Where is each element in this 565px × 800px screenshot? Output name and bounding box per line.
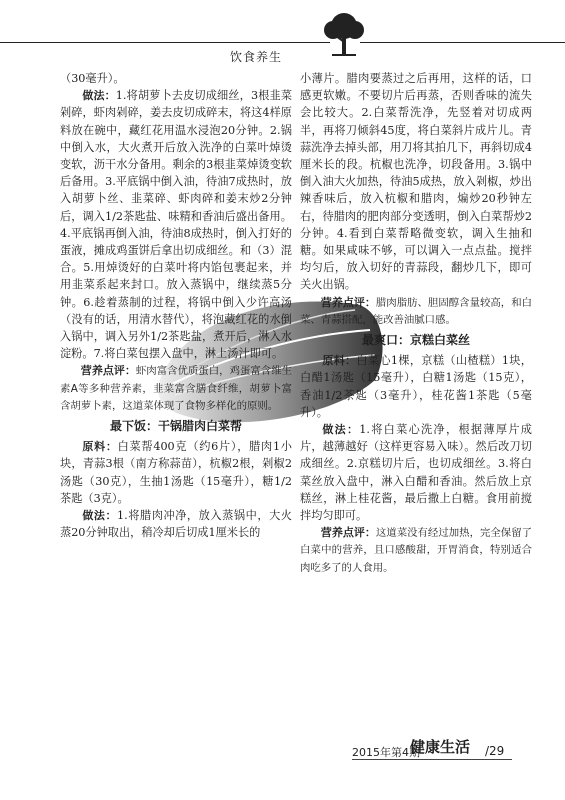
footer-rule xyxy=(352,759,512,760)
header-rule-right xyxy=(360,42,565,43)
method-paragraph: 做法：1.将腊肉冲净，放入蒸锅中，大火蒸20分钟取出，稍冷却后切成1厘米长的 xyxy=(60,509,292,540)
method-paragraph: 做法：1.将胡萝卜去皮切成细丝，3根韭菜剁碎，虾肉剁碎，姜去皮切成碎末，将这4样原料放在碗中，藏红花用温水浸泡20分钟。2.锅中倒入水，大火煮开后放入洗净的白菜叶焯烫变软，沥干水分备用。剩余的3根韭菜焯烫变软后备用。3.平底锅中倒入油，待油7成热时，放入胡萝卜丝、韭菜碎、虾肉碎和姜末炒2分钟后，调入1/2茶匙盐、味精和香油后盛出备用。4.平底锅再倒入油，待油8成热时，倒入打好的蛋液，摊成鸡蛋饼后拿出切成细丝。和（3）混合。5.用焯烫好的白菜叶将内馅包裹起来，并用韭菜系起来封口。放入蒸锅中，继续蒸5分钟。6.趁着蒸制的过程，将锅中倒入少许高汤（没有的话，用清水替代），将泡藏红花的水倒入锅中，调入另外1/2茶匙盐，煮开后，淋入水淀粉。7.将白菜包摆入盘中，淋上汤汁即可。 xyxy=(60,89,293,361)
issue-label: 2015年第4期 xyxy=(352,746,420,759)
header-rule xyxy=(0,42,330,43)
nutrition-note: 营养点评：腊肉脂肪、胆固醇含量较高，和白菜、青蒜搭配，能改善油腻口感。 xyxy=(300,295,533,326)
left-column xyxy=(60,70,292,541)
right-column xyxy=(300,70,532,577)
method-paragraph: 做法：1.将白菜心洗净，根据薄厚片成片，越薄越好（这样更容易入味）。然后改刀切成细丝。2.京糕切片后，也切成细丝。3.将白菜丝放入盘中，淋入白醋和香油。然后放上京糕丝，淋上桂花酱，最后撒上白糖。食用前搅拌均匀即可。 xyxy=(300,423,532,523)
paragraph: 小薄片。腊肉要蒸过之后再用，这样的话，口感更软嫩。不要切片后再蒸，否则香味的流失会比较大。2.白菜帮洗净，先竖着对切成两半，再将刀倾斜45度，将白菜斜片成片儿。青蒜洗净去掉头部，用刀将其拍几下，再斜切成4厘米长的段。杭椒也洗净，切段备用。3.锅中倒入油大火加热，待油5成热，放入剁椒，炒出辣香味后，放入杭椒和腊肉，煸炒20秒钟左右，待腊肉的肥肉部分变透明，倒入白菜帮炒2分钟。4.看到白菜帮略微变软，调入生抽和糖。如果咸味不够，可以调入一点点盐。搅拌均匀后，放入切好的青蒜段，翻炒几下，即可关火出锅。 xyxy=(300,72,532,292)
tree-logo-icon xyxy=(318,8,370,60)
page-number: /29 xyxy=(485,744,505,758)
section-title: 饮食养生 xyxy=(230,50,283,64)
nutrition-note: 营养点评：这道菜没有经过加热，完全保留了白菜中的营养，且口感酸甜，开胃消食，特别适合肉吃多了的人食用。 xyxy=(300,526,533,574)
recipe-heading: 最下饭：干锅腊肉白菜帮 xyxy=(109,419,242,434)
ingredients-paragraph: 原料：白菜帮400克（约6片），腊肉1小块，青蒜3根（南方称蒜苗），杭椒2根，剁椒2汤匙（30克），生抽1汤匙（15毫升），糖1/2茶匙（3克）。 xyxy=(60,440,292,505)
paragraph: （30毫升）。 xyxy=(60,72,125,85)
nutrition-note: 营养点评：虾肉富含优质蛋白，鸡蛋富含维生素A等多种营养素，韭菜富含膳食纤维，胡萝卜富含胡萝卜素，这道菜体现了食物多样化的原则。 xyxy=(60,364,293,412)
magazine-brand: 健康生活 xyxy=(410,738,471,756)
recipe-heading: 最爽口：京糕白菜丝 xyxy=(361,333,470,348)
ingredients-paragraph: 原料：白菜心1棵，京糕（山楂糕）1块，白醋1汤匙（15毫升），白糖1汤匙（15克），香油1/2茶匙（3毫升），桂花酱1茶匙（5毫升）。 xyxy=(300,354,532,419)
